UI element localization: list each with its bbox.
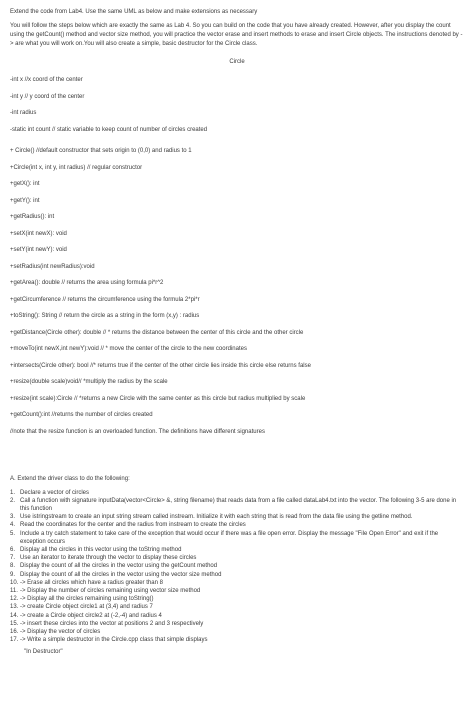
uml-method: +getArea(): double // returns the area using formula pi*r^2 <box>10 280 164 286</box>
list-item <box>10 612 464 620</box>
list-item <box>10 628 464 636</box>
step-text: Call a function with signature inputData(vector<Circle> &, string filename) that reads data from a file called dataLab4.txt into the vector. The following 3-5 are done in this function <box>20 497 457 512</box>
list-item <box>10 546 464 554</box>
step-number: 5. <box>10 530 16 537</box>
step-text: -> create a Circle object circle2 at (-2,-4) and radius 4 <box>20 612 162 619</box>
step-number: 14. <box>10 612 19 619</box>
step-text: -> Display all the circles remaining using toString() <box>20 596 154 603</box>
step-number: 7. <box>10 555 16 562</box>
intro-paragraph: You will follow the steps below which are exactly the same as Lab 4. So you can build on the code that you have already created. However, after you display the count using the getCount() method and vector size method, you will practice the vector erase and insert methods to erase and insert Circle objects. The instructions denoted by -> are what you will work on.You will also create a simple, basic destructor for the Circle class. <box>10 23 463 47</box>
uml-method: +setX(int newX): void <box>10 230 67 237</box>
step-text: Use istringstream to create an input string stream called instream. Initialize it with each string that is read from the data file using the getline method. <box>20 514 413 521</box>
list-item <box>10 595 464 603</box>
step-number: 1. <box>10 489 16 496</box>
uml-method: +getDistance(Circle other): double // * returns the distance between the center of this circle and the other circle <box>10 329 304 336</box>
step-text: -> Display the number of circles remaining using vector size method <box>20 587 201 594</box>
step-number: 3. <box>10 514 16 521</box>
list-item <box>10 497 464 513</box>
step-number: 8. <box>10 563 16 570</box>
list-item <box>10 521 464 529</box>
list-item <box>10 636 464 644</box>
uml-method: +moveTo(int newX,int newY):void // * move the center of the circle to the new coordinates <box>10 346 247 352</box>
uml-method: +getX(): int <box>10 181 40 187</box>
uml-method: +resize(double scale)void// *multiply the radius by the scale <box>10 379 168 385</box>
uml-method: +getCount():int //returns the number of circles created <box>10 412 153 418</box>
list-item <box>10 587 464 595</box>
uml-method: +resize(int scale):Circle // *returns a new Circle with the same center as this circle but radius multiplied by scale <box>10 395 306 402</box>
list-item <box>10 579 464 587</box>
uml-attributes <box>10 76 464 135</box>
uml-method: +intersects(Circle other): bool //* returns true if the center of the other circle lies inside this circle else returns false <box>10 362 311 369</box>
destructor-message: "In Destructor" <box>24 649 63 656</box>
list-item <box>10 620 464 628</box>
step-text: -> insert these circles into the vector at positions 2 and 3 respectively <box>20 620 204 627</box>
uml-note: //note that the resize function is an overloaded function. The definitions have different signatures <box>10 428 265 435</box>
part-a-title: A. Extend the driver class to do the following: <box>10 475 130 482</box>
list-item <box>10 603 464 611</box>
intro-title: Extend the code from Lab4. Use the same UML as below and make extensions as necessary <box>10 9 258 15</box>
uml-attribute: -static int count // static variable to keep count of number of circles created <box>10 126 208 133</box>
step-text: Include a try catch statement to take care of the exception that would occur if there was a file open error. Display the message "File Open Error" and exit if the exception occurs <box>20 530 439 545</box>
uml-method: + Circle() //default constructor that sets origin to (0,0) and radius to 1 <box>10 148 192 154</box>
list-item <box>10 513 464 521</box>
step-number: 16. <box>10 628 19 635</box>
step-text: -> Write a simple destructor in the Circle.cpp class that simple displays <box>20 637 208 644</box>
step-number: 15. <box>10 620 19 627</box>
step-text: Declare a vector of circles <box>20 489 90 496</box>
step-number: 6. <box>10 546 16 553</box>
step-number: 17. <box>10 637 19 644</box>
step-text: Display the count of all the circles in the vector using the getCount method <box>20 563 218 570</box>
uml-method: +toString(): String // return the circle as a string in the form (x,y) : radius <box>10 313 200 319</box>
list-item <box>10 571 464 579</box>
step-number: 10. <box>10 579 19 586</box>
list-item <box>10 562 464 570</box>
uml-attribute: -int y // y coord of the center <box>10 93 85 100</box>
step-number: 2. <box>10 497 16 504</box>
list-item <box>10 489 464 497</box>
part-a-steps <box>10 489 464 645</box>
uml-attribute: -int x //x coord of the center <box>10 77 83 83</box>
step-text: Display all the circles in this vector using the toString method <box>20 546 182 553</box>
step-text: -> create Circle object circle1 at (3,4) and radius 7 <box>20 604 153 611</box>
uml-method: +Circle(int x, int y, int radius) // regular constructor <box>10 164 143 171</box>
uml-methods <box>10 147 464 420</box>
step-number: 11. <box>10 587 18 594</box>
step-number: 9. <box>10 571 16 578</box>
uml-method: +getCircumference // returns the circumference using the formula 2*pi*r <box>10 296 200 303</box>
step-text: Read the coordinates for the center and the radius from instream to create the circles <box>20 522 246 529</box>
step-text: -> Display the vector of circles <box>20 628 101 635</box>
uml-method: +setRadius(int newRadius):void <box>10 263 95 270</box>
list-item <box>10 530 464 546</box>
step-number: 4. <box>10 522 16 529</box>
step-number: 13. <box>10 604 19 611</box>
uml-class-name: Circle <box>229 59 245 65</box>
uml-attribute: -int radius <box>10 110 37 116</box>
uml-method: +setY(int newY): void <box>10 247 67 253</box>
uml-method: +getY(): int <box>10 197 40 204</box>
step-text: Use an iterator to iterate through the vector to display these circles <box>20 555 197 562</box>
step-number: 12. <box>10 596 19 603</box>
uml-method: +getRadius(): int <box>10 214 55 220</box>
list-item <box>10 554 464 562</box>
step-text: Display the count of all the circles in the vector using the vector size method <box>20 571 222 578</box>
step-text: -> Erase all circles which have a radius greater than 8 <box>20 579 163 586</box>
